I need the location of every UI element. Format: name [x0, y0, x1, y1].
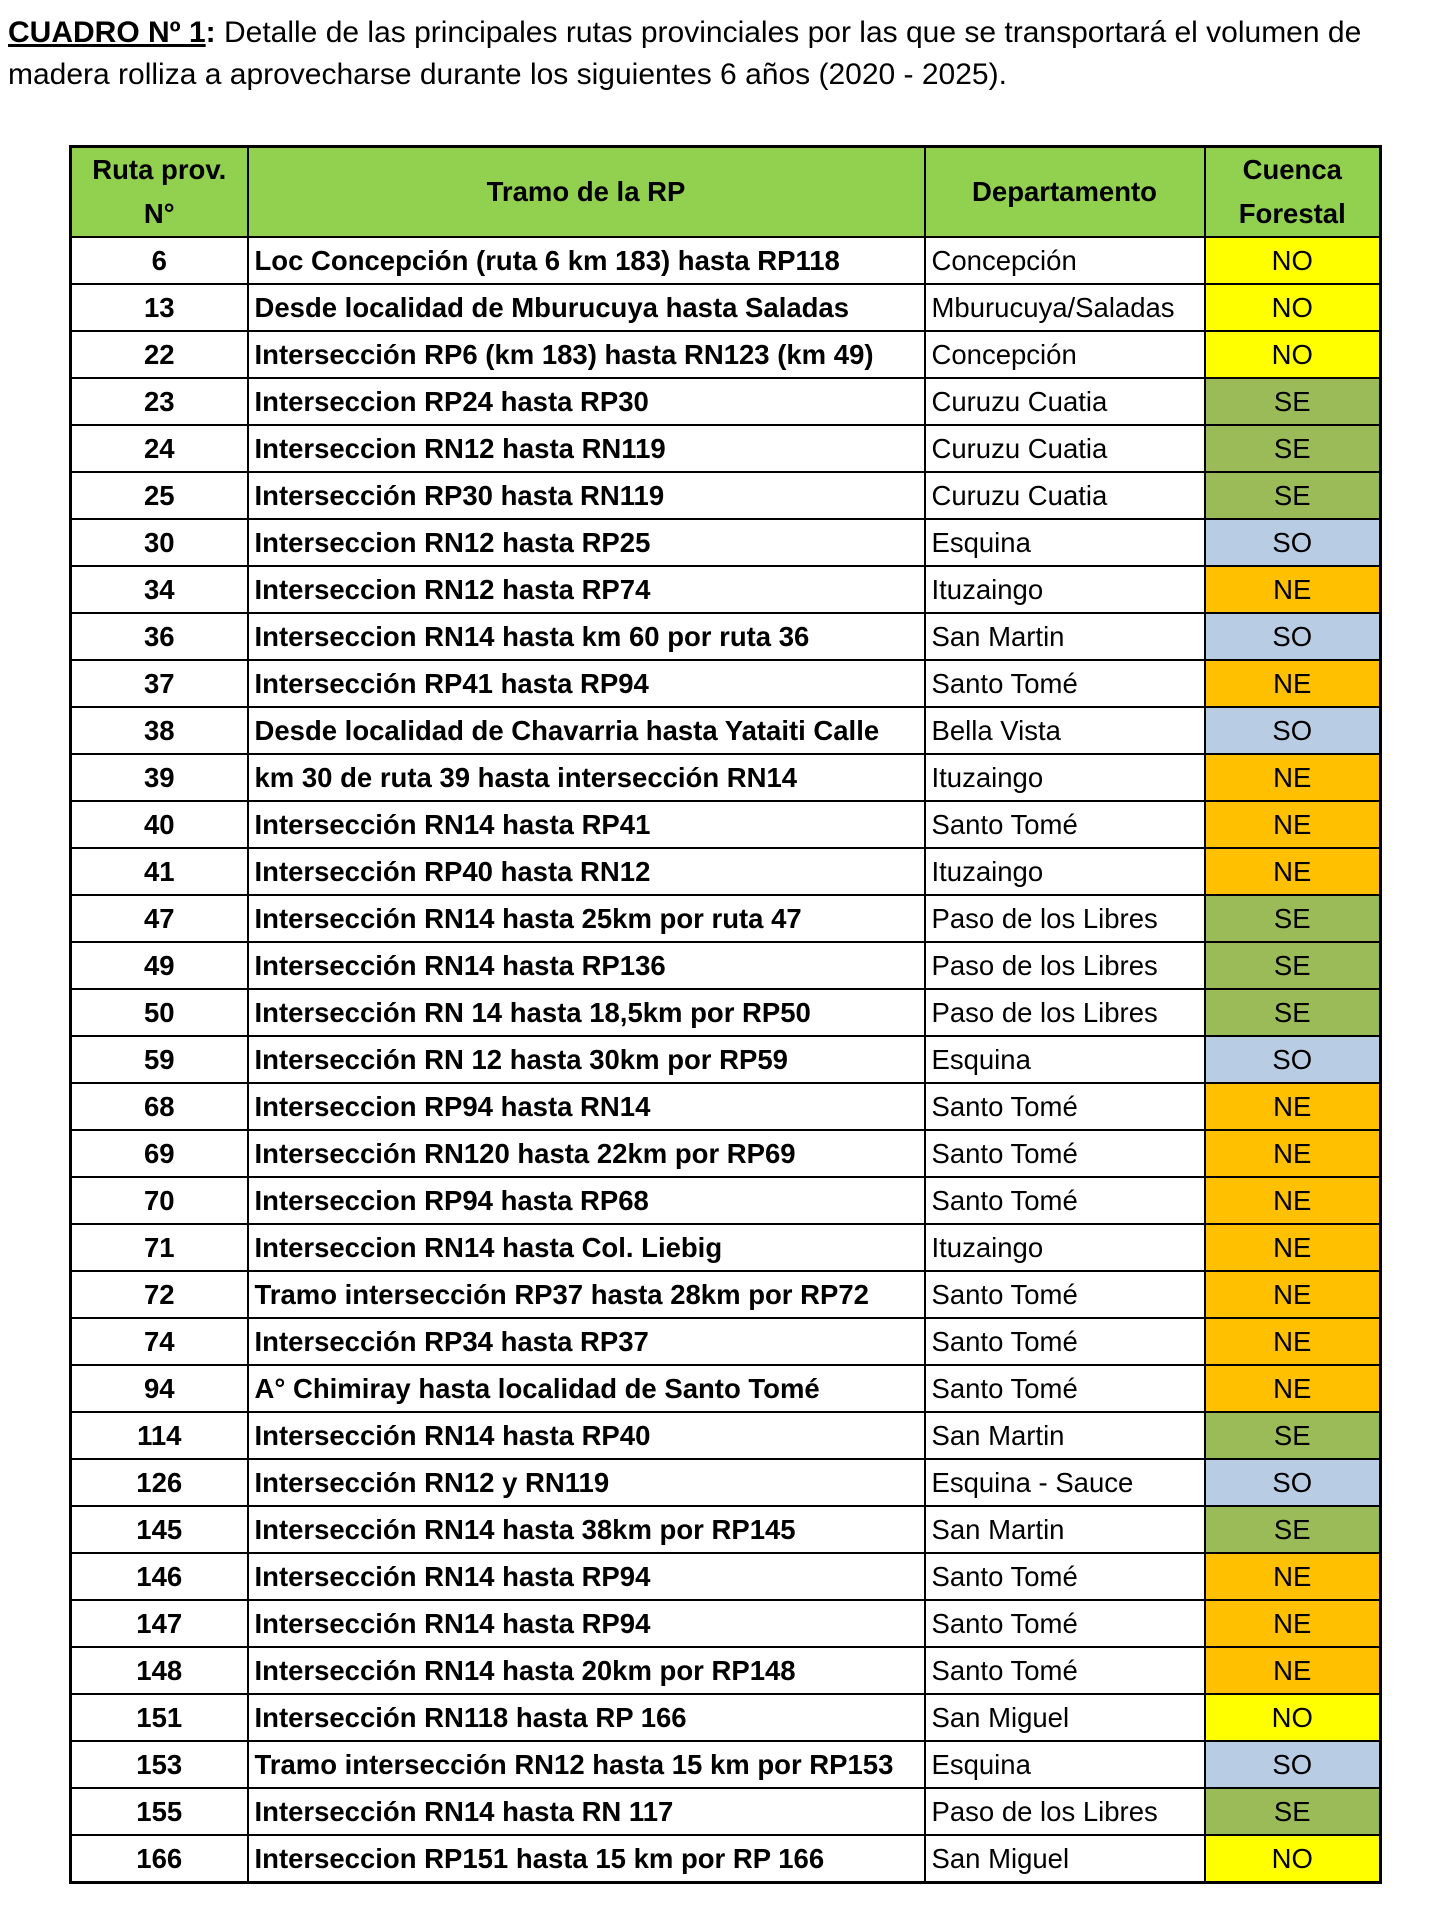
table-row	[71, 754, 1381, 801]
tramo-cell: Interseccion RN12 hasta RP25	[248, 519, 925, 566]
departamento-cell: Santo Tomé	[925, 1318, 1205, 1365]
ruta-cell: 50	[71, 989, 248, 1036]
tramo-cell: Intersección RN14 hasta RP94	[248, 1600, 925, 1647]
cuenca-cell: NE	[1205, 1130, 1381, 1177]
caption-colon: :	[205, 16, 216, 49]
ruta-cell: 147	[71, 1600, 248, 1647]
departamento-cell: Santo Tomé	[925, 1083, 1205, 1130]
departamento-cell: Esquina	[925, 1036, 1205, 1083]
ruta-cell: 146	[71, 1553, 248, 1600]
ruta-cell: 49	[71, 942, 248, 989]
table-row	[71, 1694, 1381, 1741]
ruta-cell: 70	[71, 1177, 248, 1224]
cuenca-cell: NE	[1205, 1600, 1381, 1647]
departamento-cell: Ituzaingo	[925, 566, 1205, 613]
ruta-cell: 37	[71, 660, 248, 707]
ruta-cell: 69	[71, 1130, 248, 1177]
departamento-cell: San Martin	[925, 613, 1205, 660]
table-row	[71, 1130, 1381, 1177]
cuenca-cell: NE	[1205, 801, 1381, 848]
table-row	[71, 989, 1381, 1036]
table-row	[71, 895, 1381, 942]
ruta-cell: 71	[71, 1224, 248, 1271]
ruta-cell: 148	[71, 1647, 248, 1694]
tramo-cell: km 30 de ruta 39 hasta intersección RN14	[248, 754, 925, 801]
departamento-cell: Ituzaingo	[925, 1224, 1205, 1271]
ruta-cell: 39	[71, 754, 248, 801]
header-row	[71, 147, 1381, 238]
ruta-cell: 38	[71, 707, 248, 754]
table-row	[71, 1600, 1381, 1647]
header-departamento: Departamento	[925, 147, 1205, 238]
tramo-cell: Intersección RN118 hasta RP 166	[248, 1694, 925, 1741]
departamento-cell: Santo Tomé	[925, 1177, 1205, 1224]
table-row	[71, 1741, 1381, 1788]
table-row	[71, 1788, 1381, 1835]
ruta-cell: 30	[71, 519, 248, 566]
table-row	[71, 1647, 1381, 1694]
caption-text: Detalle de las principales rutas provinciales por las que se transportará el volumen de madera rolliza a aprovecharse durante los siguientes 6 años (2020 - 2025).	[8, 16, 1362, 91]
ruta-cell: 151	[71, 1694, 248, 1741]
cuenca-cell: NE	[1205, 1318, 1381, 1365]
routes-table	[69, 145, 1382, 1884]
cuenca-cell: NO	[1205, 237, 1381, 284]
tramo-cell: Intersección RP34 hasta RP37	[248, 1318, 925, 1365]
departamento-cell: Esquina	[925, 519, 1205, 566]
departamento-cell: Santo Tomé	[925, 1271, 1205, 1318]
ruta-cell: 68	[71, 1083, 248, 1130]
cuenca-cell: NO	[1205, 284, 1381, 331]
table-row	[71, 1036, 1381, 1083]
table-body	[71, 237, 1381, 1883]
departamento-cell: Santo Tomé	[925, 1553, 1205, 1600]
cuenca-cell: SO	[1205, 707, 1381, 754]
departamento-cell: Santo Tomé	[925, 1365, 1205, 1412]
cuenca-cell: NE	[1205, 1553, 1381, 1600]
tramo-cell: Tramo intersección RP37 hasta 28km por RP72	[248, 1271, 925, 1318]
table-row	[71, 1459, 1381, 1506]
table-row	[71, 613, 1381, 660]
cuenca-cell: SO	[1205, 1459, 1381, 1506]
table-row	[71, 1271, 1381, 1318]
cuenca-cell: SE	[1205, 472, 1381, 519]
departamento-cell: San Miguel	[925, 1835, 1205, 1883]
cuenca-cell: SE	[1205, 942, 1381, 989]
tramo-cell: Interseccion RN12 hasta RN119	[248, 425, 925, 472]
departamento-cell: San Martin	[925, 1506, 1205, 1553]
cuenca-cell: NE	[1205, 1083, 1381, 1130]
ruta-cell: 25	[71, 472, 248, 519]
ruta-cell: 23	[71, 378, 248, 425]
departamento-cell: Santo Tomé	[925, 801, 1205, 848]
table-caption	[8, 12, 1438, 96]
ruta-cell: 22	[71, 331, 248, 378]
tramo-cell: Intersección RN14 hasta 25km por ruta 47	[248, 895, 925, 942]
ruta-cell: 41	[71, 848, 248, 895]
cuenca-cell: SE	[1205, 895, 1381, 942]
tramo-cell: Tramo intersección RN12 hasta 15 km por RP153	[248, 1741, 925, 1788]
tramo-cell: Intersección RN14 hasta RP94	[248, 1553, 925, 1600]
table-row	[71, 519, 1381, 566]
cuenca-cell: SO	[1205, 1036, 1381, 1083]
tramo-cell: Interseccion RN14 hasta km 60 por ruta 36	[248, 613, 925, 660]
cuenca-cell: NE	[1205, 848, 1381, 895]
header-cuenca: Cuenca Forestal	[1205, 147, 1381, 238]
tramo-cell: A° Chimiray hasta localidad de Santo Tomé	[248, 1365, 925, 1412]
departamento-cell: Ituzaingo	[925, 754, 1205, 801]
table-row	[71, 378, 1381, 425]
tramo-cell: Desde localidad de Mburucuya hasta Saladas	[248, 284, 925, 331]
table-row	[71, 472, 1381, 519]
ruta-cell: 36	[71, 613, 248, 660]
table-row	[71, 848, 1381, 895]
ruta-cell: 126	[71, 1459, 248, 1506]
departamento-cell: San Miguel	[925, 1694, 1205, 1741]
table-row	[71, 1835, 1381, 1883]
table-row	[71, 331, 1381, 378]
tramo-cell: Intersección RN14 hasta 20km por RP148	[248, 1647, 925, 1694]
table-row	[71, 1412, 1381, 1459]
departamento-cell: Curuzu Cuatia	[925, 378, 1205, 425]
ruta-cell: 72	[71, 1271, 248, 1318]
cuenca-cell: SE	[1205, 1506, 1381, 1553]
cuenca-cell: SE	[1205, 378, 1381, 425]
cuenca-cell: NE	[1205, 1224, 1381, 1271]
cuenca-cell: NE	[1205, 1177, 1381, 1224]
table-row	[71, 1553, 1381, 1600]
cuenca-cell: NE	[1205, 1365, 1381, 1412]
tramo-cell: Intersección RN 14 hasta 18,5km por RP50	[248, 989, 925, 1036]
cuenca-cell: SO	[1205, 1741, 1381, 1788]
departamento-cell: Concepción	[925, 237, 1205, 284]
ruta-cell: 153	[71, 1741, 248, 1788]
ruta-cell: 155	[71, 1788, 248, 1835]
tramo-cell: Intersección RP30 hasta RN119	[248, 472, 925, 519]
table-row	[71, 1365, 1381, 1412]
ruta-cell: 166	[71, 1835, 248, 1883]
table-row	[71, 284, 1381, 331]
ruta-cell: 74	[71, 1318, 248, 1365]
tramo-cell: Loc Concepción (ruta 6 km 183) hasta RP118	[248, 237, 925, 284]
departamento-cell: San Martin	[925, 1412, 1205, 1459]
table-row	[71, 660, 1381, 707]
departamento-cell: Curuzu Cuatia	[925, 425, 1205, 472]
caption-lead: CUADRO Nº 1	[8, 16, 206, 49]
cuenca-cell: SE	[1205, 425, 1381, 472]
ruta-cell: 34	[71, 566, 248, 613]
tramo-cell: Intersección RN14 hasta 38km por RP145	[248, 1506, 925, 1553]
departamento-cell: Santo Tomé	[925, 1647, 1205, 1694]
departamento-cell: Santo Tomé	[925, 1130, 1205, 1177]
table-row	[71, 425, 1381, 472]
departamento-cell: Concepción	[925, 331, 1205, 378]
ruta-cell: 24	[71, 425, 248, 472]
table-row	[71, 801, 1381, 848]
cuenca-cell: NO	[1205, 1835, 1381, 1883]
ruta-cell: 114	[71, 1412, 248, 1459]
departamento-cell: Ituzaingo	[925, 848, 1205, 895]
tramo-cell: Interseccion RP24 hasta RP30	[248, 378, 925, 425]
cuenca-cell: SO	[1205, 519, 1381, 566]
departamento-cell: Esquina - Sauce	[925, 1459, 1205, 1506]
tramo-cell: Intersección RP41 hasta RP94	[248, 660, 925, 707]
cuenca-cell: NE	[1205, 754, 1381, 801]
cuenca-cell: SE	[1205, 989, 1381, 1036]
table-row	[71, 1506, 1381, 1553]
ruta-cell: 145	[71, 1506, 248, 1553]
departamento-cell: Paso de los Libres	[925, 1788, 1205, 1835]
table-row	[71, 237, 1381, 284]
table-row	[71, 942, 1381, 989]
departamento-cell: Curuzu Cuatia	[925, 472, 1205, 519]
departamento-cell: Paso de los Libres	[925, 942, 1205, 989]
cuenca-cell: NO	[1205, 331, 1381, 378]
departamento-cell: Santo Tomé	[925, 660, 1205, 707]
ruta-cell: 59	[71, 1036, 248, 1083]
cuenca-cell: SE	[1205, 1788, 1381, 1835]
cuenca-cell: NE	[1205, 1271, 1381, 1318]
ruta-cell: 40	[71, 801, 248, 848]
cuenca-cell: NO	[1205, 1694, 1381, 1741]
departamento-cell: Paso de los Libres	[925, 895, 1205, 942]
departamento-cell: Esquina	[925, 1741, 1205, 1788]
tramo-cell: Interseccion RN12 hasta RP74	[248, 566, 925, 613]
tramo-cell: Intersección RN14 hasta RP41	[248, 801, 925, 848]
table-row	[71, 1224, 1381, 1271]
cuenca-cell: NE	[1205, 1647, 1381, 1694]
tramo-cell: Intersección RN120 hasta 22km por RP69	[248, 1130, 925, 1177]
tramo-cell: Intersección RP6 (km 183) hasta RN123 (km 49)	[248, 331, 925, 378]
ruta-cell: 47	[71, 895, 248, 942]
table-row	[71, 707, 1381, 754]
departamento-cell: Santo Tomé	[925, 1600, 1205, 1647]
header-ruta: Ruta prov. N°	[71, 147, 248, 238]
header-tramo: Tramo de la RP	[248, 147, 925, 238]
tramo-cell: Interseccion RP94 hasta RP68	[248, 1177, 925, 1224]
tramo-cell: Intersección RP40 hasta RN12	[248, 848, 925, 895]
cuenca-cell: NE	[1205, 566, 1381, 613]
departamento-cell: Mburucuya/Saladas	[925, 284, 1205, 331]
table-row	[71, 1083, 1381, 1130]
cuenca-cell: NE	[1205, 660, 1381, 707]
tramo-cell: Interseccion RP94 hasta RN14	[248, 1083, 925, 1130]
tramo-cell: Intersección RN12 y RN119	[248, 1459, 925, 1506]
cuenca-cell: SE	[1205, 1412, 1381, 1459]
departamento-cell: Paso de los Libres	[925, 989, 1205, 1036]
table-row	[71, 1318, 1381, 1365]
tramo-cell: Intersección RN14 hasta RP40	[248, 1412, 925, 1459]
cuenca-cell: SO	[1205, 613, 1381, 660]
tramo-cell: Desde localidad de Chavarria hasta Yataiti Calle	[248, 707, 925, 754]
tramo-cell: Intersección RN14 hasta RN 117	[248, 1788, 925, 1835]
table-row	[71, 1177, 1381, 1224]
table-row	[71, 566, 1381, 613]
ruta-cell: 94	[71, 1365, 248, 1412]
tramo-cell: Interseccion RP151 hasta 15 km por RP 166	[248, 1835, 925, 1883]
departamento-cell: Bella Vista	[925, 707, 1205, 754]
tramo-cell: Intersección RN14 hasta RP136	[248, 942, 925, 989]
tramo-cell: Intersección RN 12 hasta 30km por RP59	[248, 1036, 925, 1083]
tramo-cell: Interseccion RN14 hasta Col. Liebig	[248, 1224, 925, 1271]
ruta-cell: 6	[71, 237, 248, 284]
ruta-cell: 13	[71, 284, 248, 331]
